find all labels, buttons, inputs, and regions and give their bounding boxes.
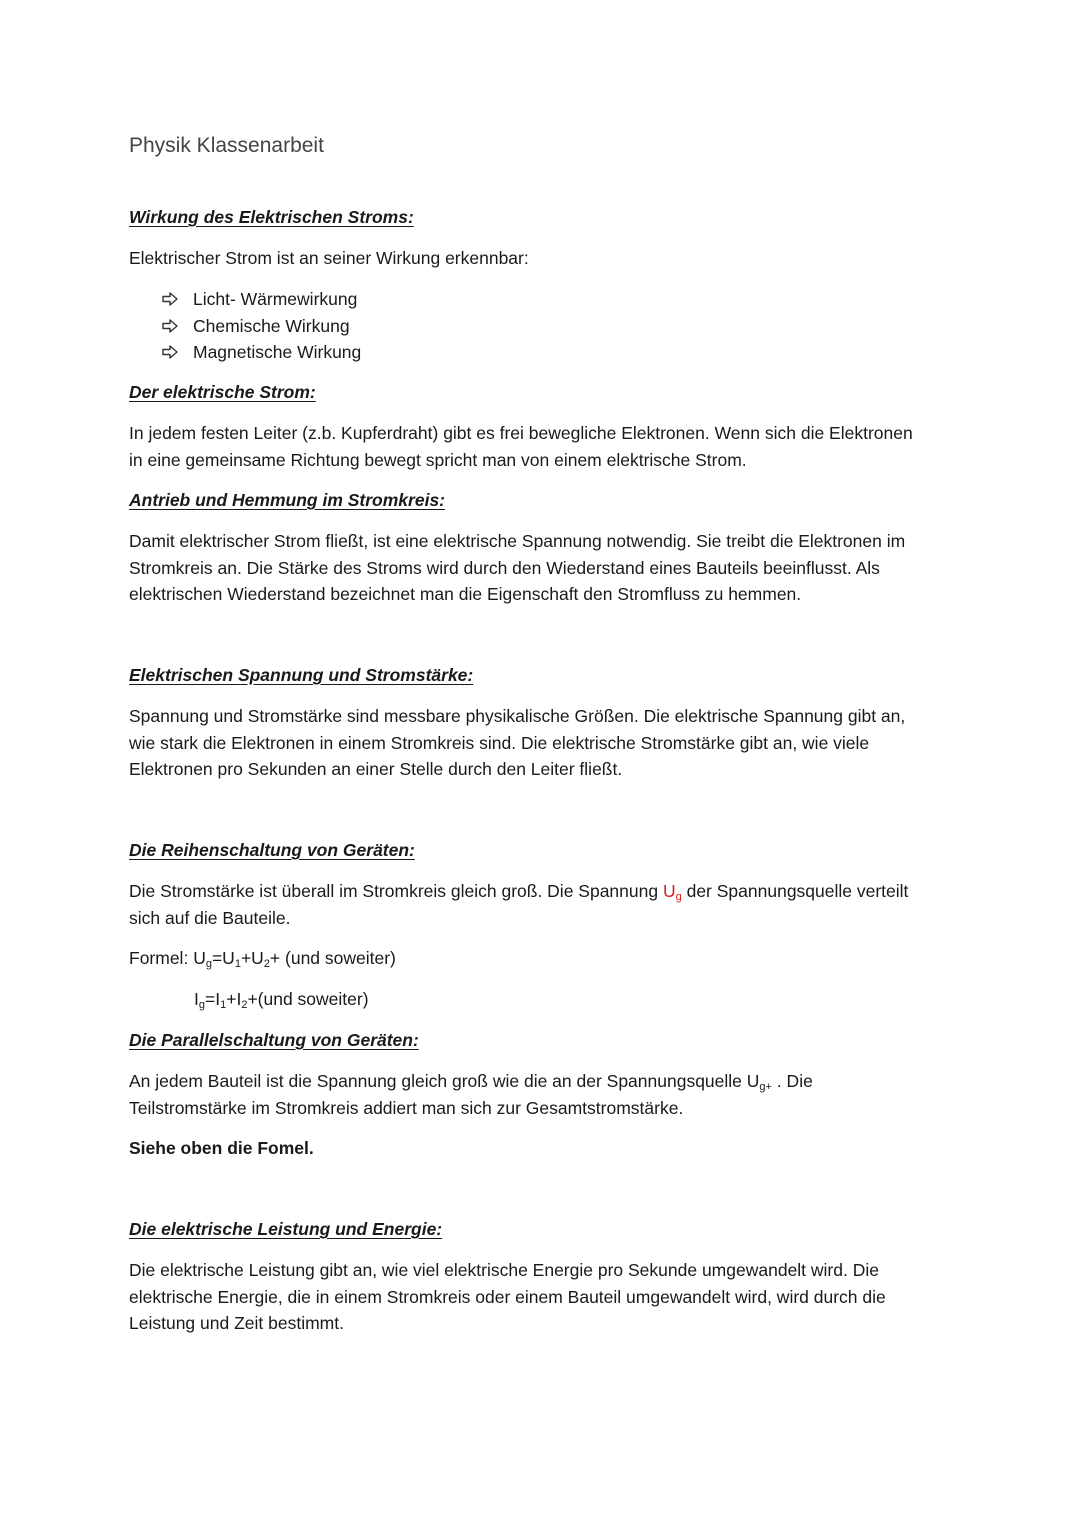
section-heading-reihenschaltung: Die Reihenschaltung von Geräten: [129,840,415,860]
section-text-strom [129,420,959,473]
section-heading-strom: Der elektrische Strom: [129,382,316,402]
text-line: Stromkreis an. Die Stärke des Stroms wird durch den Wiederstand eines Bauteils beeinflusst. Als [129,557,880,578]
text-line: in eine gemeinsame Richtung bewegt spricht man von einem elektrische Strom. [129,449,747,470]
section-text-parallelschaltung [129,1068,959,1121]
text-line: Leistung und Zeit bestimmt. [129,1313,344,1333]
text-line: In jedem festen Leiter (z.b. Kupferdraht) gibt es frei bewegliche Elektronen. Wenn sich die Elektronen [129,423,913,443]
section-heading-parallelschaltung: Die Parallelschaltung von Geräten: [129,1030,419,1050]
formula-current: $I_g=I_1+I_2+(und$ soweiter) [194,989,369,1011]
section-text-wirkung-intro: Elektrischer Strom ist an seiner Wirkung erkennbar: [129,248,529,268]
section-heading-antrieb: Antrieb und Hemmung im Stromkreis: [129,490,446,510]
text-line: Elektronen pro Sekunden an einer Stelle durch den Leiter fließt. [129,759,623,779]
text-line: elektrischen Wiederstand bezeichnet man die Eigenschaft den Stromfluss zu hemmen. [129,584,802,604]
arrow-right-icon [162,319,178,333]
list-item [162,313,361,340]
list-item-label: Licht- Wärmewirkung [193,289,358,309]
list-item-label: Magnetische Wirkung [193,342,362,362]
text-line: Damit elektrischer Strom fließt, ist eine elektrische Spannung notwendig. Sie treibt die Elektronen im [129,531,906,551]
list-item [162,286,361,313]
arrow-right-icon [162,292,178,306]
text-line: An jedem Bauteil ist die Spannung gleich groß wie die an der Spannungsquelle $U_{g+}$ . Die [129,1071,813,1093]
voltage-symbol: $U_g$ [662,881,682,903]
text-line: Teilstromstärke im Stromkreis addiert man sich zur Gesamtstromstärke. [129,1097,684,1118]
text-line: sich auf die Bauteile. [129,907,291,928]
section-heading-wirkung: Wirkung des Elektrischen Stroms: [129,207,414,227]
list-item-label: Chemische Wirkung [193,315,350,336]
text-line: elektrische Energie, die in einem Stromkreis oder einem Bauteil umgewandelt wird, wird durch die [129,1286,886,1307]
list-item [162,339,361,366]
section-text-reihenschaltung [129,878,959,931]
formula-note: Siehe oben die Fomel. [129,1138,314,1158]
section-text-spannung [129,703,959,783]
section-heading-spannung: Elektrischen Spannung und Stromstärke: [129,665,474,685]
document-title: Physik Klassenarbeit [129,134,324,157]
text-line: Die elektrische Leistung gibt an, wie viel elektrische Energie pro Sekunde umgewandelt wird. Die [129,1260,879,1280]
text-line: Die Stromstärke ist überall im Stromkreis gleich groß. Die Spannung $U_g$ der Spannungsquelle verteilt [129,881,909,903]
section-text-leistung [129,1257,959,1337]
effects-list [162,286,361,366]
section-text-antrieb [129,528,959,608]
formula-voltage: Formel: $U_g=U_1+U_2+ (und$ soweiter) [129,948,396,970]
arrow-right-icon [162,345,178,359]
section-heading-leistung: Die elektrische Leistung und Energie: [129,1219,443,1239]
text-line: wie stark die Elektronen in einem Stromkreis sind. Die elektrische Stromstärke gibt an, wie viele [129,732,870,753]
text-line: Spannung und Stromstärke sind messbare physikalische Größen. Die elektrische Spannung gibt an, [129,706,906,726]
